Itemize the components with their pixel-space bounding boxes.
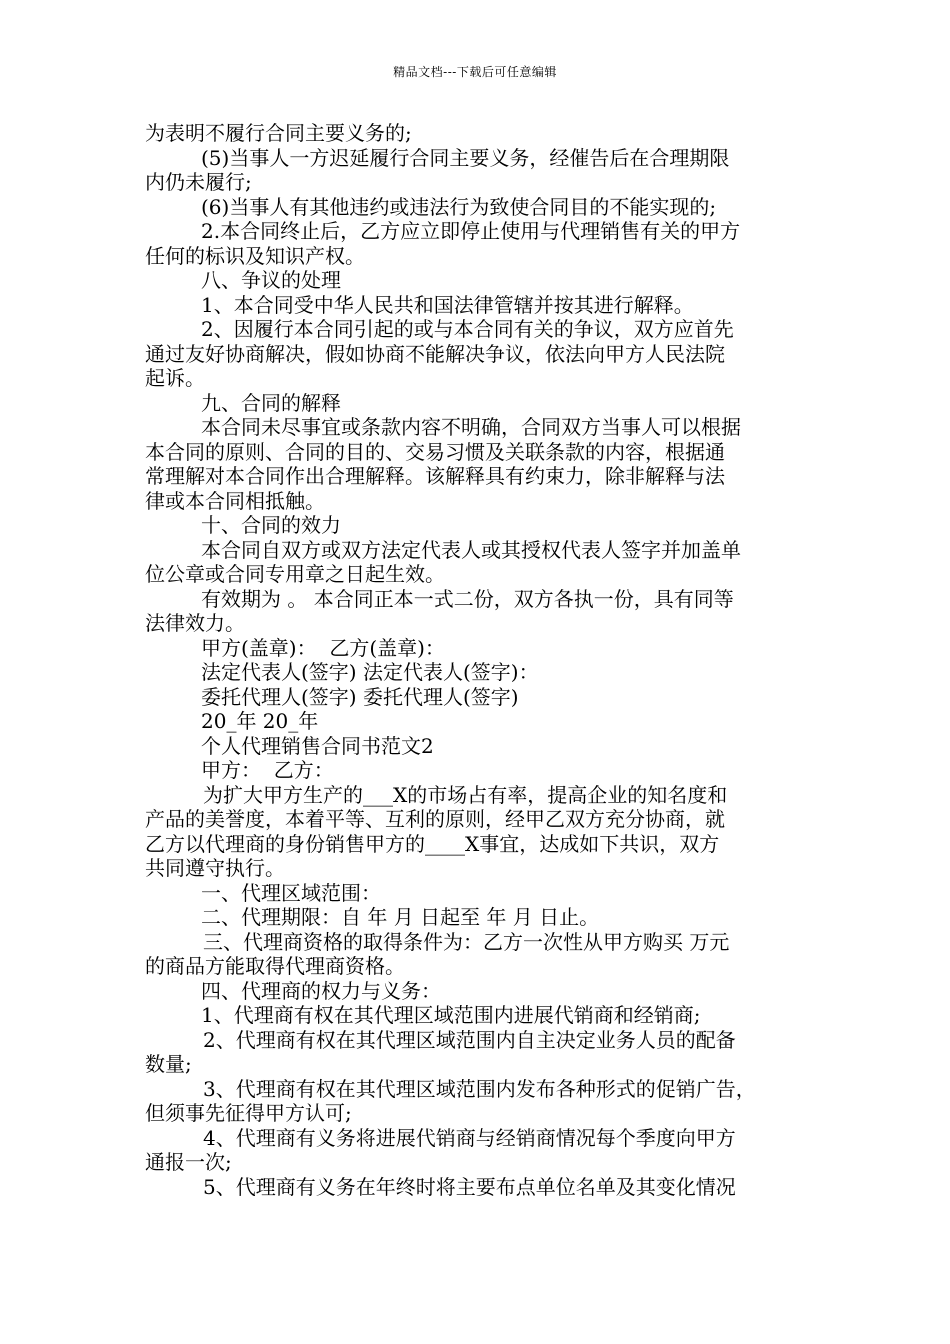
text-line: 甲方(盖章)： 乙方(盖章)：: [201, 635, 445, 660]
text-line: 甲方： 乙方：: [201, 758, 334, 782]
text-line: 为表明不履行合同主要义务的;: [145, 121, 412, 145]
text-line: 法律效力。: [145, 611, 245, 635]
text-line: 十、合同的效力: [201, 513, 341, 537]
text-line: 二、代理期限：自 年 月 日起至 年 月 日止。: [201, 905, 600, 929]
text-line: 一、代理区域范围：: [201, 880, 381, 905]
text-line: 本合同自双方或双方法定代表人或其授权代表人签字并加盖单: [201, 537, 741, 562]
text-line: 2、因履行本合同引起的或与本合同有关的争议，双方应首先: [201, 317, 734, 341]
text-line: 2、代理商有权在其代理区域范围内自主决定业务人员的配备: [203, 1027, 736, 1052]
document-body: [145, 121, 815, 1199]
text-line: 1、代理商有权在其代理区域范围内进展代销商和经销商;: [201, 1003, 701, 1027]
text-line: 产品的美誉度，本着平等、互利的原则，经甲乙双方充分协商，就: [145, 807, 725, 831]
text-line: 本合同的原则、合同的目的、交易习惯及关联条款的内容，根据通: [145, 439, 725, 464]
text-line: 5、代理商有义务在年终时将主要布点单位名单及其变化情况: [203, 1174, 736, 1199]
text-line: (6)当事人有其他违约或违法行为致使合同目的不能实现的;: [201, 194, 717, 219]
text-line: 共同遵守执行。: [145, 856, 285, 880]
text-line: 常理解对本合同作出合理解释。该解释具有约束力，除非解释与法: [145, 464, 725, 488]
text-line: 任何的标识及知识产权。: [145, 243, 365, 268]
text-line: 乙方以代理商的身份销售甲方的____X事宜，达成如下共识，双方: [145, 831, 720, 856]
text-line: 为扩大甲方生产的___X的市场占有率，提高企业的知名度和: [203, 782, 728, 807]
text-line: 但须事先征得甲方认可;: [145, 1101, 352, 1125]
text-line: 三、代理商资格的取得条件为：乙方一次性从甲方购买 万元: [203, 929, 730, 954]
text-line: 20_年 20_年: [201, 709, 319, 733]
text-line: 通报一次;: [145, 1150, 232, 1174]
text-line: 四、代理商的权力与义务：: [201, 978, 441, 1003]
text-line: 本合同未尽事宜或条款内容不明确，合同双方当事人可以根据: [201, 415, 741, 439]
text-line: 4、代理商有义务将进展代销商与经销商情况每个季度向甲方: [203, 1125, 736, 1150]
text-line: 委托代理人(签字) 委托代理人(签字): [201, 684, 519, 709]
text-line: 起诉。: [145, 366, 205, 390]
text-line: 有效期为 。 本合同正本一式二份，双方各执一份，具有同等: [201, 586, 734, 611]
text-line: 个人代理销售合同书范文2: [201, 733, 434, 758]
text-line: 法定代表人(签字) 法定代表人(签字)：: [201, 660, 539, 684]
page-header: 精品文档---下载后可任意编辑: [393, 65, 557, 79]
text-line: (5)当事人一方迟延履行合同主要义务，经催告后在合理期限: [201, 145, 730, 170]
text-line: 律或本合同相抵触。: [145, 488, 325, 513]
text-line: 位公章或合同专用章之日起生效。: [145, 562, 445, 586]
text-line: 3、代理商有权在其代理区域范围内发布各种形式的促销广告，: [203, 1076, 756, 1101]
text-line: 九、合同的解释: [201, 390, 341, 415]
text-line: 通过友好协商解决，假如协商不能解决争议，依法向甲方人民法院: [145, 341, 725, 366]
text-line: 内仍未履行;: [145, 170, 252, 194]
text-line: 的商品方能取得代理商资格。: [145, 954, 405, 978]
text-line: 数量;: [145, 1052, 192, 1076]
text-line: 1、本合同受中华人民共和国法律管辖并按其进行解释。: [201, 292, 694, 317]
text-line: 八、争议的处理: [201, 268, 341, 292]
text-line: 2.本合同终止后，乙方应立即停止使用与代理销售有关的甲方: [201, 219, 741, 243]
